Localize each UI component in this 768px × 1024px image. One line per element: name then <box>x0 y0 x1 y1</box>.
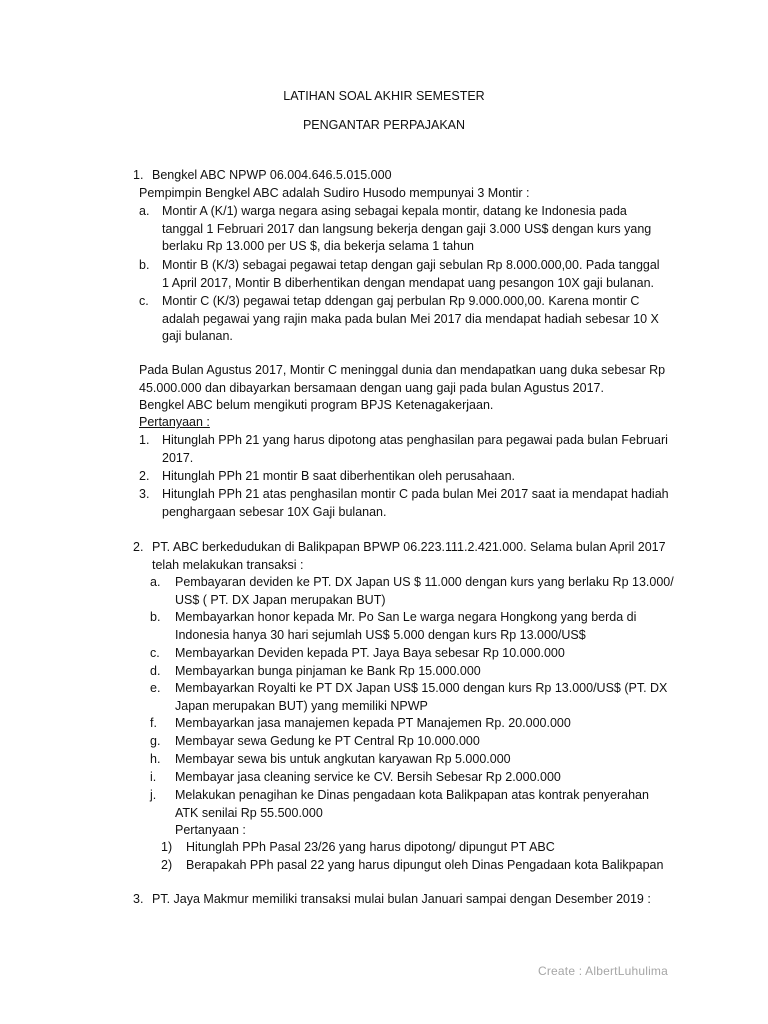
text-line: Membayar sewa bis untuk angkutan karyawan Rp 5.000.000 <box>175 752 511 766</box>
text-line: Membayarkan honor kepada Mr. Po San Le warga negara Hongkong yang berda di <box>175 610 637 624</box>
list-marker: a. <box>139 204 150 218</box>
text-line: telah melakukan transaksi : <box>152 557 304 572</box>
list-marker: 1) <box>161 840 173 854</box>
text-line: Berapakah PPh pasal 22 yang harus dipungut oleh Dinas Pengadaan kota Balikpapan <box>186 858 664 872</box>
text-line: Japan merupakan BUT) yang memiliki NPWP <box>175 698 428 713</box>
list-marker: e. <box>150 681 161 695</box>
list-marker: a. <box>150 575 161 589</box>
paragraph: Bengkel ABC belum mengikuti program BPJS Ketenagakerjaan. <box>139 398 494 412</box>
text-line: Membayarkan jasa manajemen kepada PT Manajemen Rp. 20.000.000 <box>175 716 571 730</box>
question-text: PT. Jaya Makmur memiliki transaksi mulai bulan Januari sampai dengan Desember 2019 : <box>152 892 651 906</box>
footer-credit: Create : AlbertLuhulima <box>538 964 669 978</box>
list-marker: f. <box>150 716 157 730</box>
question-number: 3. <box>133 892 144 906</box>
text-line: Membayarkan bunga pinjaman ke Bank Rp 15.000.000 <box>175 664 481 678</box>
text-line: gaji bulanan. <box>162 329 233 344</box>
text-line: Pada Bulan Agustus 2017, Montir C meninggal dunia dan mendapatkan uang duka sebesar Rp <box>139 363 666 377</box>
text-line: Montir B (K/3) sebagai pegawai tetap dengan gaji sebulan Rp 8.000.000,00. Pada tanggal <box>162 258 660 272</box>
text-line: 1 April 2017, Montir B diberhentikan dengan mendapat uang pesangon 10X gaji bulanan. <box>162 275 655 290</box>
text-line: Membayarkan Royalti ke PT DX Japan US$ 15.000 dengan kurs Rp 13.000/US$ (PT. DX <box>175 681 668 695</box>
question-number: 1. <box>133 168 144 182</box>
text-line: Membayar jasa cleaning service ke CV. Bersih Sebesar Rp 2.000.000 <box>175 770 561 784</box>
text-line: PT. ABC berkedudukan di Balikpapan BPWP 06.223.111.2.421.000. Selama bulan April 2017 <box>152 540 666 554</box>
paragraph <box>139 362 677 397</box>
list-marker: c. <box>139 294 149 308</box>
list-marker: 3. <box>139 487 150 501</box>
text-line: 2017. <box>162 450 194 465</box>
question-label: Pertanyaan : <box>139 415 210 429</box>
text-line: 45.000.000 dan dibayarkan bersamaan dengan uang gaji pada bulan Agustus 2017. <box>139 380 604 395</box>
list-marker: g. <box>150 734 161 748</box>
list-marker: 2) <box>161 858 173 872</box>
list-marker: b. <box>139 258 150 272</box>
text-line: ATK senilai Rp 55.500.000 <box>175 805 323 820</box>
text-line: Membayarkan Deviden kepada PT. Jaya Baya sebesar Rp 10.000.000 <box>175 646 565 660</box>
text-line: Hitunglah PPh 21 montir B saat diberhentikan oleh perusahaan. <box>162 469 516 483</box>
text-line: Melakukan penagihan ke Dinas pengadaan kota Balikpapan atas kontrak penyerahan <box>175 788 649 802</box>
text-line: adalah pegawai yang rajin maka pada bulan Mei 2017 dia mendapat hadiah sebesar 10 X <box>162 311 659 326</box>
text-line: Pertanyaan : <box>175 823 246 838</box>
text-line: Indonesia hanya 30 hari sejumlah US$ 5.000 dengan kurs Rp 13.000/US$ <box>175 627 586 642</box>
list-marker: c. <box>150 646 160 660</box>
question-text: Bengkel ABC NPWP 06.004.646.5.015.000 <box>152 168 392 182</box>
list-marker: h. <box>150 752 161 766</box>
list-marker: b. <box>150 610 161 624</box>
list-marker: 1. <box>139 433 150 447</box>
question-number: 2. <box>133 540 144 554</box>
text-line: penghargaan sebesar 10X Gaji bulanan. <box>162 504 387 519</box>
list-marker: d. <box>150 664 161 678</box>
text-line: Hitunglah PPh 21 atas penghasilan montir C pada bulan Mei 2017 saat ia mendapat hadiah <box>162 487 669 501</box>
text-line: Pembayaran deviden ke PT. DX Japan US $ 11.000 dengan kurs yang berlaku Rp 13.000/ <box>175 575 674 589</box>
list-marker: i. <box>150 770 157 784</box>
text-line: Membayar sewa Gedung ke PT Central Rp 10.000.000 <box>175 734 480 748</box>
text-line: Hitunglah PPh 21 yang harus dipotong atas penghasilan para pegawai pada bulan Februari <box>162 433 668 447</box>
list-marker: j. <box>150 788 157 802</box>
question-1-intro: Pempimpin Bengkel ABC adalah Sudiro Husodo mempunyai 3 Montir : <box>139 186 530 200</box>
document-title: LATIHAN SOAL AKHIR SEMESTER <box>283 89 485 103</box>
text-line: Montir A (K/1) warga negara asing sebagai kepala montir, datang ke Indonesia pada <box>162 204 627 218</box>
text-line: berlaku Rp 13.000 per US $, dia bekerja selama 1 tahun <box>162 239 474 254</box>
text-line: Montir C (K/3) pegawai tetap ddengan gaj perbulan Rp 9.000.000,00. Karena montir C <box>162 294 640 308</box>
document-subtitle: PENGANTAR PERPAJAKAN <box>302 118 466 132</box>
text-line: US$ ( PT. DX Japan merupakan BUT) <box>175 592 386 607</box>
text-line: tanggal 1 Februari 2017 dan langsung bekerja dengan gaji 3.000 US$ dengan kurs yang <box>162 221 652 236</box>
text-line: Hitunglah PPh Pasal 23/26 yang harus dipotong/ dipungut PT ABC <box>186 840 555 854</box>
list-marker: 2. <box>139 469 150 483</box>
